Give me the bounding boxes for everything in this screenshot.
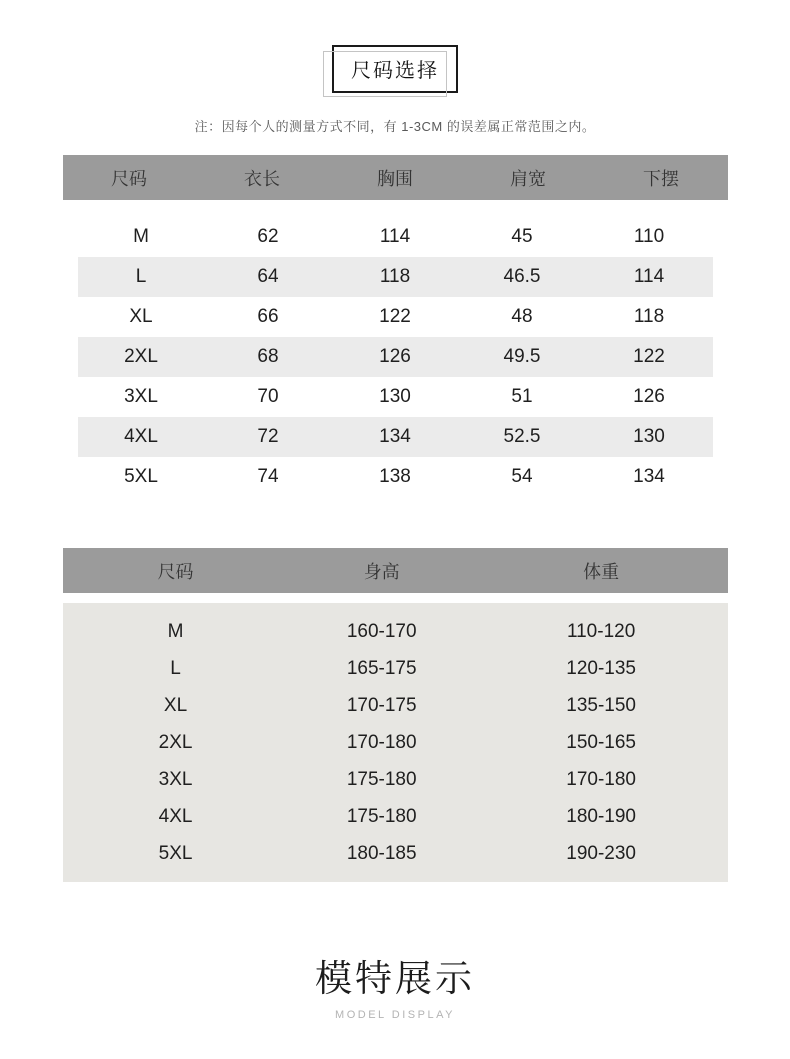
table-row <box>63 687 728 724</box>
hem-cell: 110 <box>633 226 665 247</box>
chest-cell: 122 <box>379 306 411 327</box>
column-header-shoulder: 肩宽 <box>510 168 546 189</box>
chest-cell: 130 <box>379 386 411 407</box>
measurement-note: 注：因每个人的测量方式不同，有 1-3CM 的误差属正常范围之内。 <box>194 119 596 134</box>
title-section <box>0 0 790 93</box>
table-row <box>78 217 713 257</box>
table-row <box>78 417 713 457</box>
height-cell: 170-175 <box>346 694 417 716</box>
hem-cell: 126 <box>633 386 665 407</box>
size-cell: L <box>135 266 147 287</box>
size-cell: 5XL <box>124 466 158 487</box>
weight-cell: 135-150 <box>566 694 636 716</box>
table-row <box>78 337 713 377</box>
height-cell: 170-180 <box>346 731 417 753</box>
column-header-length: 衣长 <box>244 168 280 189</box>
table-row <box>63 613 728 650</box>
height-weight-table-header <box>63 548 728 593</box>
footer-section <box>0 948 790 1021</box>
weight-cell: 180-190 <box>566 805 636 827</box>
column-header-height: 身高 <box>363 561 400 582</box>
size-cell: M <box>167 620 184 642</box>
column-header-hem: 下摆 <box>643 168 679 189</box>
hem-cell: 130 <box>633 426 665 447</box>
hem-cell: 134 <box>633 466 665 487</box>
table-row <box>63 761 728 798</box>
table-row <box>63 798 728 835</box>
size-cell: M <box>133 226 149 247</box>
length-cell: 70 <box>257 386 279 407</box>
column-header-chest: 胸围 <box>377 168 413 189</box>
hem-cell: 114 <box>633 266 665 287</box>
hem-cell: 122 <box>633 346 665 367</box>
table-row <box>63 650 728 687</box>
size-cell: 3XL <box>124 386 158 407</box>
size-cell: XL <box>129 306 153 327</box>
column-header-weight: 体重 <box>583 561 620 582</box>
length-cell: 72 <box>257 426 279 447</box>
size-cell: XL <box>163 694 188 716</box>
weight-cell: 150-165 <box>566 731 636 753</box>
weight-cell: 190-230 <box>566 842 636 864</box>
height-cell: 175-180 <box>346 805 417 827</box>
hem-cell: 118 <box>633 306 665 327</box>
length-cell: 62 <box>257 226 279 247</box>
shoulder-cell: 45 <box>511 226 533 247</box>
table-row <box>78 457 713 497</box>
weight-cell: 110-120 <box>566 620 636 642</box>
height-cell: 180-185 <box>346 842 417 864</box>
size-cell: L <box>170 657 181 679</box>
length-cell: 66 <box>257 306 279 327</box>
table-row <box>63 835 728 872</box>
height-weight-table <box>63 548 728 882</box>
model-display-title: 模特展示 <box>315 958 475 999</box>
shoulder-cell: 48 <box>511 306 533 327</box>
chest-cell: 134 <box>379 426 411 447</box>
table-row <box>63 724 728 761</box>
height-weight-table-body <box>63 603 728 882</box>
page-title: 尺码选择 <box>332 45 458 93</box>
height-cell: 175-180 <box>346 768 417 790</box>
length-cell: 68 <box>257 346 279 367</box>
table-row <box>78 377 713 417</box>
weight-cell: 120-135 <box>566 657 636 679</box>
shoulder-cell: 49.5 <box>503 346 541 367</box>
garment-size-table-body <box>63 200 728 497</box>
chest-cell: 138 <box>379 466 411 487</box>
column-header-size: 尺码 <box>111 168 147 189</box>
height-cell: 165-175 <box>346 657 417 679</box>
size-cell: 3XL <box>158 768 193 790</box>
size-cell: 4XL <box>158 805 193 827</box>
chest-cell: 126 <box>379 346 411 367</box>
chest-cell: 114 <box>379 226 411 247</box>
length-cell: 74 <box>257 466 279 487</box>
garment-size-table-header <box>63 155 728 200</box>
size-cell: 2XL <box>124 346 158 367</box>
shoulder-cell: 52.5 <box>503 426 541 447</box>
shoulder-cell: 46.5 <box>503 266 541 287</box>
size-cell: 4XL <box>124 426 158 447</box>
model-display-subtitle: MODEL DISPLAY <box>335 1009 455 1021</box>
shoulder-cell: 51 <box>511 386 533 407</box>
size-cell: 2XL <box>158 731 193 753</box>
garment-size-table <box>63 155 728 497</box>
table-row <box>78 297 713 337</box>
column-header-size: 尺码 <box>157 561 194 582</box>
size-cell: 5XL <box>158 842 193 864</box>
height-cell: 160-170 <box>346 620 417 642</box>
shoulder-cell: 54 <box>511 466 533 487</box>
chest-cell: 118 <box>379 266 411 287</box>
weight-cell: 170-180 <box>566 768 636 790</box>
length-cell: 64 <box>257 266 279 287</box>
table-row <box>78 257 713 297</box>
